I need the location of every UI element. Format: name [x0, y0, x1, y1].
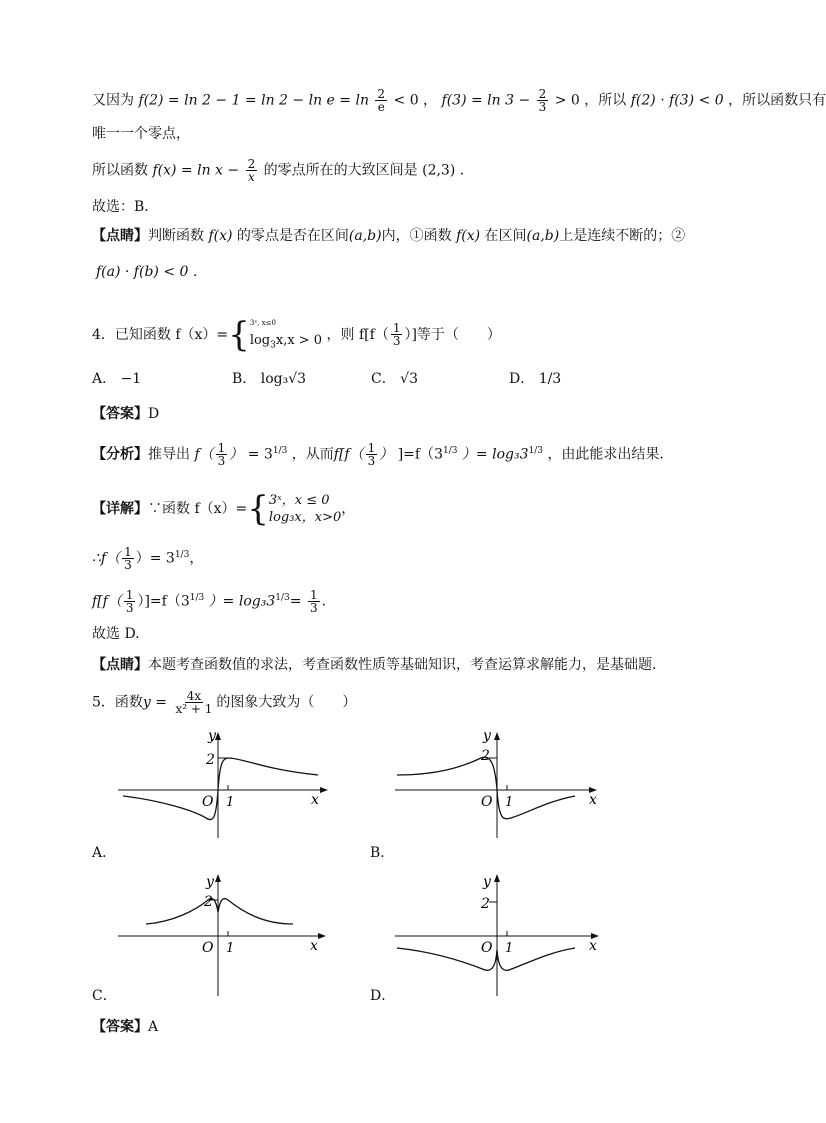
q5-answer [92, 1017, 158, 1037]
q4-answer-line: 故选 D. [92, 626, 140, 642]
text: = 3 [247, 446, 273, 463]
math-expr: y = [142, 694, 168, 711]
math-expr: f(2) = ln 2 − 1 = ln 2 − ln e = ln [138, 92, 369, 109]
detail-tag: 【详解】 [92, 501, 148, 517]
text: 判断函数 [148, 228, 204, 244]
fraction: $\frac{1}{3}$ [309, 588, 318, 616]
text: < 0 ， [393, 92, 438, 109]
text: ，由此能求出结果． [547, 446, 674, 463]
label-origin: O [202, 794, 214, 810]
label-x: x [311, 792, 319, 808]
math-expr: f(x) = ln x − [152, 162, 240, 179]
text: ∵函数 f（x）= [148, 501, 248, 517]
graph-d [395, 872, 615, 997]
graph-a [118, 730, 338, 840]
tip-line-2: f(a) · f(b) < 0 ． [96, 264, 207, 280]
text: ]=f（ [397, 446, 435, 463]
label-1: 1 [505, 795, 514, 810]
fraction: $\frac{4x}{\text{x² + 1}}$ [175, 689, 213, 716]
text: ． [459, 162, 474, 179]
label-x: x [589, 938, 597, 954]
text: 的零点是否在区间 [236, 228, 349, 244]
text: 上是连续不断的；② [559, 228, 686, 244]
text: ）= 3 [135, 550, 175, 567]
graph-d-label: D． [370, 988, 396, 1004]
text: ）]等于（ ） [404, 326, 501, 343]
q4-option-b: B． log₃√3 [232, 371, 307, 387]
solution-line-2: 唯一一个零点， [92, 126, 190, 142]
text: 4．已知函数 f（x）= [92, 326, 229, 343]
label-2: 2 [481, 896, 490, 912]
x-axis-arrow [318, 933, 326, 939]
q4-tip [92, 655, 666, 675]
graph-a-label: A． [92, 845, 117, 861]
text: ， [341, 501, 356, 517]
label-y: y [483, 874, 491, 890]
curve-c [146, 899, 293, 925]
piecewise-cases [250, 315, 322, 355]
text: > 0 ，所以 [554, 92, 627, 109]
math-expr: (a,b) [526, 228, 560, 244]
math-expr: (a,b) [348, 228, 382, 244]
label-x: x [310, 938, 318, 954]
curve-a [123, 758, 318, 820]
y-axis-arrow [215, 874, 221, 882]
x-axis-arrow [320, 787, 328, 793]
case-2: log₃x，x>0 [268, 510, 342, 525]
fraction: $\frac{1}{3}$ [367, 441, 376, 469]
q4-detail [92, 489, 356, 529]
exponent: 1/3 [272, 446, 288, 456]
label-1: 1 [226, 941, 235, 956]
fraction: $\frac{2}{x}$ [247, 157, 256, 184]
text: 5．函数 [92, 694, 143, 711]
q4-step-2: f[f（ $\frac{1}{3}$ ）]$=f(3^{1/3}$ ）= $\log_33^{1/3}=$ $\frac{1}{3}$ ． [92, 588, 336, 616]
label-y: y [206, 874, 214, 890]
math-expr: f(2) · f(3) < 0 [630, 92, 724, 109]
graph-b-label: B． [370, 845, 395, 861]
math-expr: f(3) = ln 3 − [441, 92, 531, 109]
text: ）= log₃3 [208, 593, 276, 610]
label-1: 1 [505, 941, 514, 956]
fraction: $\frac{2}{e}$ [377, 87, 386, 114]
y-axis-arrow [494, 732, 500, 740]
label-x: x [589, 792, 597, 808]
label-origin: O [481, 794, 493, 810]
text: ∴f（ [92, 550, 121, 567]
text: f[f（ [92, 593, 122, 610]
fraction: $\frac{1}{3}$ [124, 545, 132, 573]
answer-value: D [148, 406, 160, 422]
text: 内，①函数 [381, 228, 452, 244]
answer-tag: 【答案】 [92, 1019, 148, 1035]
text: 的零点所在的大致区间是 [263, 162, 418, 179]
text: 的图象大致为（ ） [216, 694, 357, 711]
q4-answer [92, 404, 159, 424]
tip-line-1 [92, 226, 685, 246]
label-1: 1 [226, 795, 235, 810]
graph-c [118, 872, 338, 997]
case-bottom: $\log_3x,x > 0$ [249, 333, 323, 351]
answer-value: A [148, 1019, 159, 1035]
solution-line-1 [92, 88, 826, 113]
fraction: $\frac{1}{3}$ [125, 588, 134, 616]
brace: { [228, 314, 250, 355]
interval: (2,3) [422, 162, 456, 179]
text: 所以函数 [92, 162, 148, 179]
text: ）= log₃3 [461, 446, 529, 463]
case-top: 3ˣ, x≤0 [249, 319, 276, 327]
text: 又因为 [92, 92, 134, 109]
case-1: 3ˣ，x ≤ 0 [268, 493, 330, 508]
tip-tag: 【点睛】 [92, 228, 148, 244]
answer-tag: 【答案】 [92, 406, 148, 422]
label-2: 2 [206, 752, 215, 768]
analysis-tag: 【分析】 [92, 446, 148, 463]
piecewise-cases [269, 492, 341, 526]
math-expr: f(x) [208, 228, 233, 244]
label-y: y [483, 728, 491, 744]
graph-b [395, 730, 615, 840]
fraction: $\frac{1}{3}$ [392, 321, 401, 349]
text: ，从而 [291, 446, 334, 463]
text: ）]=f（3 [137, 593, 190, 610]
q4-option-a: A． −1 [92, 371, 142, 387]
q4-option-d: D． 1/3 [509, 371, 562, 387]
label-2: 2 [204, 894, 213, 910]
graph-c-label: C． [92, 988, 117, 1004]
math-expr: f(x) [456, 228, 481, 244]
q4-analysis: 【分析】推导出 f（ $\frac{1}{3}$ ） = $3^{1/3}$ ，从而f[f（ $\frac{1}{3}$ ） ]$=f(3^{1/3}$ ）= $\log_33^{1/3}$ ，由此能求出结果． [92, 441, 674, 469]
y-axis-arrow [494, 874, 500, 882]
q4-option-c: C． √3 [371, 371, 418, 387]
label-origin: O [481, 940, 493, 956]
q4-stem [92, 315, 501, 355]
text: 推导出 [148, 446, 190, 463]
fraction: $\frac{2}{3}$ [538, 87, 547, 114]
text: 在区间 [484, 228, 527, 244]
label-origin: O [202, 940, 214, 956]
fraction: $\frac{1}{3}$ [217, 441, 226, 469]
brace: { [247, 489, 269, 529]
label-2: 2 [481, 748, 490, 764]
answer-line-prev: 故选：B. [92, 199, 149, 215]
solution-line-3 [92, 158, 474, 183]
q5-stem [92, 690, 356, 715]
tip-text: 本题考查函数值的求法，考查函数性质等基础知识，考查运算求解能力，是基础题． [148, 657, 666, 673]
label-y: y [208, 728, 216, 744]
text: ，所以函数只有 [728, 92, 826, 109]
q4-step-1: ∴f（ $\frac{1}{3}$ ）= $3^{1/3}$， [92, 545, 204, 573]
text: ，则 f[f（ [326, 326, 389, 343]
tip-tag: 【点睛】 [92, 657, 148, 673]
